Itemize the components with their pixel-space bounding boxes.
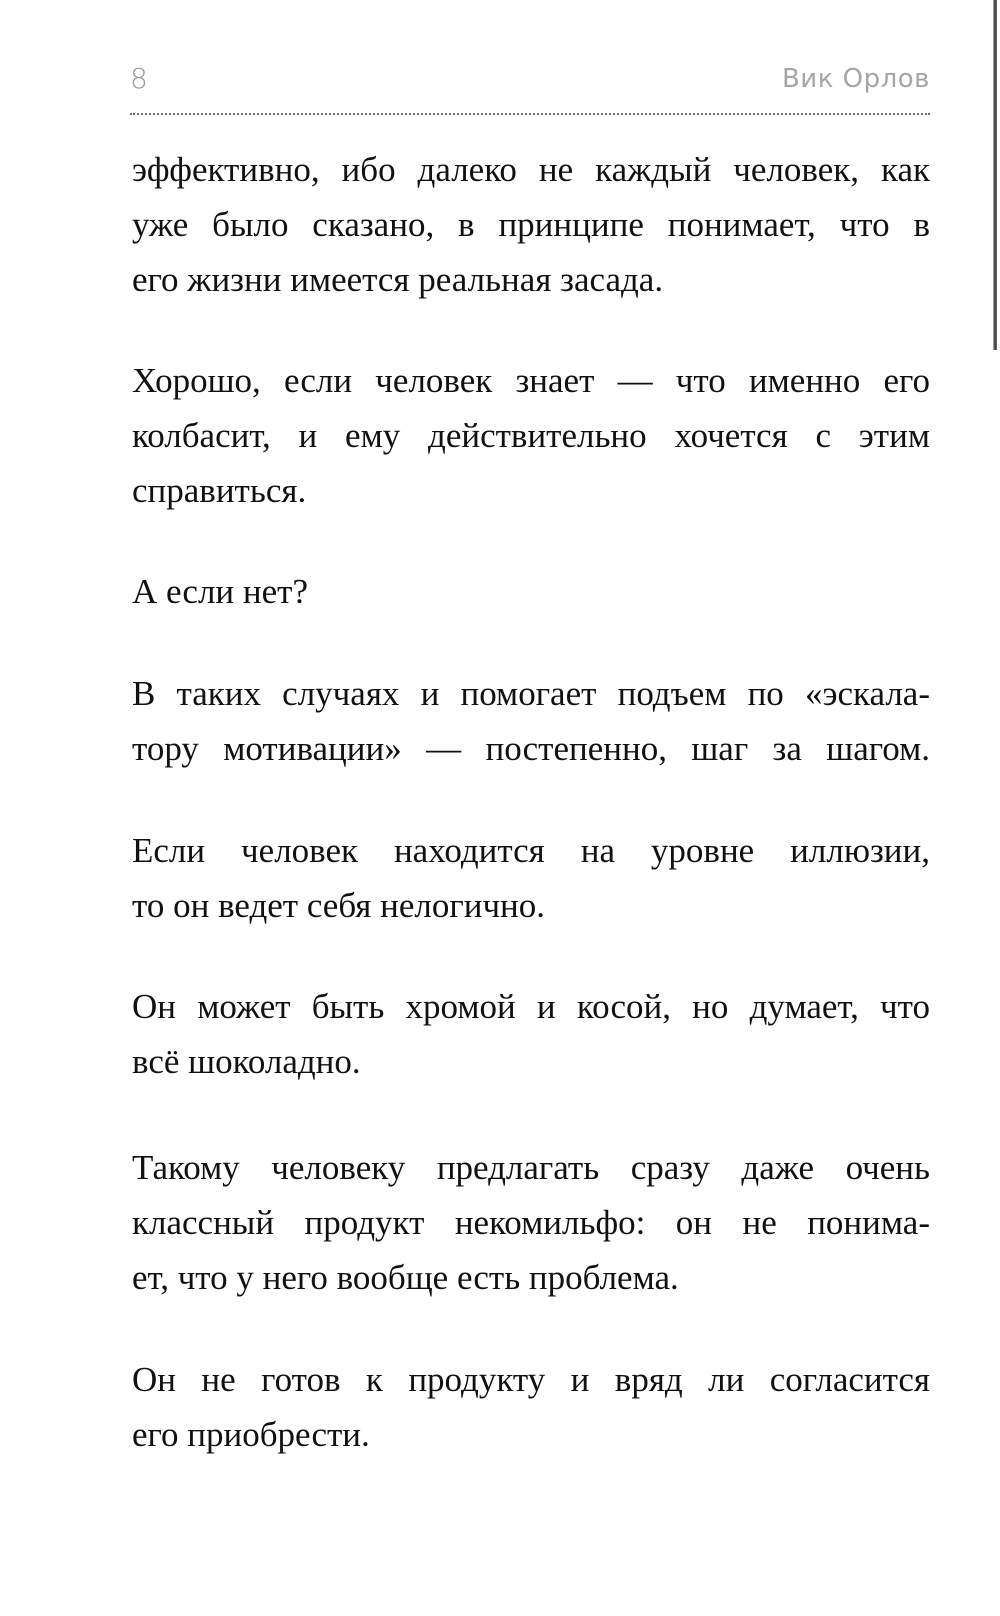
text-line: классный продукт некомильфо: он не понима- — [132, 1203, 930, 1242]
text-line: А если нет? — [132, 572, 309, 611]
page-number: 8 — [130, 62, 148, 95]
text-line: Хорошо, если человек знает — что именно его — [132, 361, 930, 400]
text-line: его приобрести. — [132, 1415, 370, 1454]
page-edge-shadow — [993, 0, 997, 350]
text-line: справиться. — [132, 471, 307, 510]
running-head-author: Вик Орлов — [781, 64, 930, 94]
text-line: Такому человеку предлагать сразу даже очень — [132, 1148, 930, 1187]
text-line: тору мотивации» — постепенно, шаг за шагом. — [132, 729, 930, 768]
running-header — [130, 62, 930, 102]
text-line: эффективно, ибо далеко не каждый человек, как — [132, 150, 930, 189]
text-line: всё шоколадно. — [132, 1042, 361, 1081]
header-divider — [130, 113, 930, 115]
text-line: Он может быть хромой и косой, но думает, что — [132, 987, 930, 1026]
text-line: его жизни имеется реальная засада. — [132, 260, 664, 299]
text-line: Он не готов к продукту и вряд ли согласится — [132, 1360, 930, 1399]
text-line: В таких случаях и помогает подъем по «эскала- — [132, 674, 930, 713]
text-line: уже было сказано, в принципе понимает, что в — [132, 205, 930, 244]
text-line: Если человек находится на уровне иллюзии, — [132, 831, 930, 870]
text-line: ет, что у него вообще есть проблема. — [132, 1258, 679, 1297]
text-line: то он ведет себя нелогично. — [132, 886, 546, 925]
text-line: колбасит, и ему действительно хочется с этим — [132, 416, 930, 455]
